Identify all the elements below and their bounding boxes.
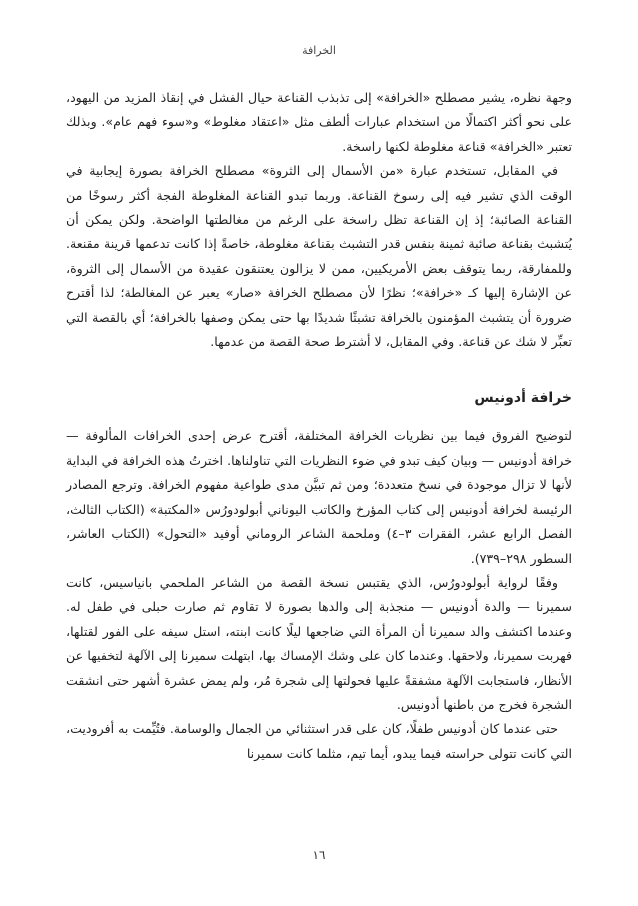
page-body	[66, 86, 572, 766]
paragraph-adonis-intro: لتوضيح الفروق فيما بين نظريات الخرافة المختلفة، أقترح عرض إحدى الخرافات المألوفة — خرافة أدونيس — وبيان كيف تبدو في ضوء النظريات التي تناولناها. اخترتُ هذه الخرافة في البداية لأنها لا تزال موجودة في نسخ متعددة؛ ومن ثم تبيَّن مدى طواعية مفهوم الخرافة. وترجع المصادر الرئيسة لخرافة أدونيس إلى كتاب المؤرخ والكاتب اليوناني أبولودورُس «المكتبة» (الكتاب الثالث، الفصل الرابع عشر، الفقرات ٣–٤) وملحمة الشاعر الروماني أوفيد «التحول» (الكتاب العاشر، السطور ٢٩٨–٧٣٩).	[66, 428, 572, 566]
running-header: الخرافة	[302, 44, 336, 57]
section-heading-adonis: خرافة أدونيس	[474, 390, 572, 407]
paragraph-apollodorus-version: وفقًا لرواية أبولودورُس، الذي يقتبس نسخة القصة من الشاعر الملحمي بانياسيس، كانت سميرنا — والدة أدونيس — منجذبة إلى والدها بصورة لا تقاوم ثم صارت حبلى في طفل له. وعندما اكتشف والد سميرنا أن المرأة التي ضاجعها ليلًا كانت ابنته، استل سيفه على الفور لقتلها، فهربت سميرنا، ولاحقها. وعندما كان على وشك الإمساك بها، ابتهلت سميرنا إلى الآلهة لتخفيها عن الأنظار، فاستجابت الآلهة مشفقةً عليها فحولتها إلى شجرة مُر، ولم يمض عشرة أشهر حتى انشقت الشجرة فخرج من باطنها أدونيس.	[66, 574, 572, 712]
paragraph-rags-to-riches: في المقابل، تستخدم عبارة «من الأسمال إلى الثروة» مصطلح الخرافة بصورة إيجابية في الوقت الذي تشير فيه إلى رسوخ القناعة. وربما تبدو القناعة المغلوطة الفجة أكثر رسوخًا من القناعة الصائبة؛ إذ إن القناعة تظل راسخة على الرغم من مغالطتها الواضحة. ولكن يمكن أن يُتشبث بقناعة صائبة ثمينة بنفس قدر التشبث بقناعة مغلوطة، خاصةً إذا كانت تدعمها قرينة مقنعة. وللمفارقة، ربما يتوقف بعض الأمريكيين، ممن لا يزالون يعتنقون عقيدة من الأسمال إلى الثروة، عن الإشارة إليها كـ «خرافة»؛ نظرًا لأن مصطلح الخرافة «صار» يعبر عن المغالطة؛ لذا أقترح ضرورة أن يتشبث المؤمنون بالخرافة تشبثًا شديدًا بها حتى يمكن وصفها بالخرافة؛ أي بالقصة التي تعبِّر لا شك عن قناعة. وفي المقابل، لا أشترط صحة القصة من عدمها.	[66, 163, 572, 350]
section-spacer	[66, 354, 572, 372]
paragraph-adonis-childhood: حتى عندما كان أدونيس طفلًا، كان على قدر استثنائي من الجمال والوسامة. فتُيِّمت به أفروديت، التي كانت تتولى حراسته فيما يبدو، أيما تيم، مثلما كانت سميرنا	[66, 721, 572, 761]
page-number: ١٦	[312, 848, 326, 862]
paragraph-myth-definition: وجهة نظره، يشير مصطلح «الخرافة» إلى تذبذب القناعة حيال الفشل في إنقاذ المزيد من اليهود، على نحو أكثر اكتمالًا من استخدام عبارات ألطف مثل «اعتقاد مغلوط» و«سوء فهم عام». وبذلك تعتبر «الخرافة» قناعة مغلوطة لكنها راسخة.	[66, 90, 572, 154]
